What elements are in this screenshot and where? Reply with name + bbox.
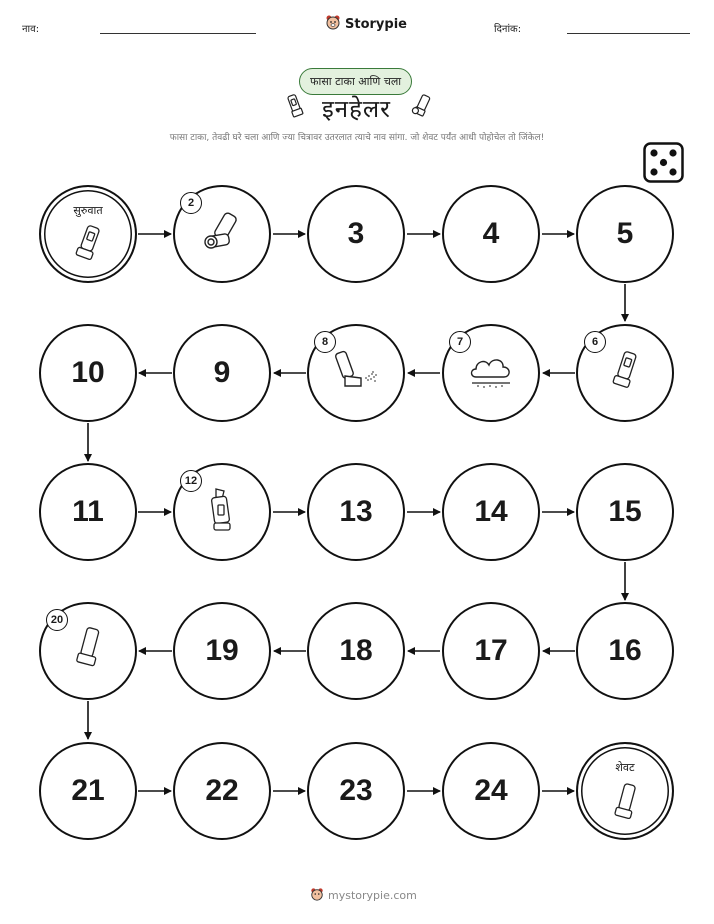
cell-number-badge: 6 <box>584 331 606 353</box>
game-title: इनहेलर <box>322 95 391 123</box>
inhaler-icon <box>609 781 641 829</box>
cell-number: 10 <box>71 356 105 389</box>
inhaler-icon <box>608 349 642 397</box>
cell-number: 22 <box>205 774 239 807</box>
board-cell-13[interactable] <box>307 463 405 561</box>
inhaler-spray-icon <box>331 348 381 398</box>
inhaler-icon <box>70 625 106 677</box>
cell-number: 13 <box>339 495 373 528</box>
nasal-inhaler-icon <box>204 485 240 539</box>
cell-number: 21 <box>71 774 105 807</box>
cell-number: 11 <box>72 495 104 528</box>
board-cell-5[interactable] <box>576 185 674 283</box>
board-cell-18[interactable] <box>307 602 405 700</box>
board-cell-23[interactable] <box>307 742 405 840</box>
inhaler-icon <box>71 224 105 268</box>
cell-number: 16 <box>608 634 642 667</box>
board-cell-17[interactable] <box>442 602 540 700</box>
board-cell-start[interactable] <box>39 185 137 283</box>
cell-number-badge: 20 <box>46 609 68 631</box>
board-cell-22[interactable] <box>173 742 271 840</box>
cell-number: 23 <box>339 774 373 807</box>
game-type-badge: फासा टाका आणि चला <box>299 68 412 95</box>
board-cell-14[interactable] <box>442 463 540 561</box>
mist-cloud-icon <box>466 351 516 395</box>
instructions: फासा टाका, तेवढी घरे चला आणि ज्या चित्रावर उतरलात त्याचे नाव सांगा. जो शेवट पर्यंत आधी पोहोचेल तो जिंकेल! <box>169 133 545 143</box>
inhaler-side-icon <box>199 209 245 259</box>
name-label: नाव: <box>22 24 40 35</box>
start-label: सुरुवात <box>73 204 103 217</box>
board-cell-15[interactable] <box>576 463 674 561</box>
cell-number-badge: 7 <box>449 331 471 353</box>
cell-number: 24 <box>474 774 508 807</box>
footer-site: mystorypie.com <box>328 889 417 902</box>
board-cell-21[interactable] <box>39 742 137 840</box>
footer <box>310 887 417 904</box>
cell-number: 9 <box>213 356 231 389</box>
board-cell-16[interactable] <box>576 602 674 700</box>
board-cell-10[interactable] <box>39 324 137 422</box>
brand-name: Storypie <box>345 16 407 32</box>
cell-number-badge: 8 <box>314 331 336 353</box>
board-cell-3[interactable] <box>307 185 405 283</box>
board-cell-end[interactable] <box>576 742 674 840</box>
cell-number: 15 <box>608 495 642 528</box>
date-label: दिनांक: <box>494 24 522 35</box>
cell-number: 3 <box>347 217 365 250</box>
cell-number: 18 <box>339 634 373 667</box>
board-cell-4[interactable] <box>442 185 540 283</box>
cell-number-badge: 2 <box>180 192 202 214</box>
cell-number: 17 <box>474 634 508 667</box>
end-label: शेवट <box>615 761 635 774</box>
board-cell-24[interactable] <box>442 742 540 840</box>
cell-number: 14 <box>474 495 508 528</box>
board-cell-9[interactable] <box>173 324 271 422</box>
cell-number-badge: 12 <box>180 470 202 492</box>
cell-number: 5 <box>616 217 634 250</box>
cell-number: 19 <box>205 634 239 667</box>
bear-logo-icon <box>310 887 324 904</box>
board-cell-11[interactable] <box>39 463 137 561</box>
board-cell-19[interactable] <box>173 602 271 700</box>
cell-number: 4 <box>482 217 500 250</box>
